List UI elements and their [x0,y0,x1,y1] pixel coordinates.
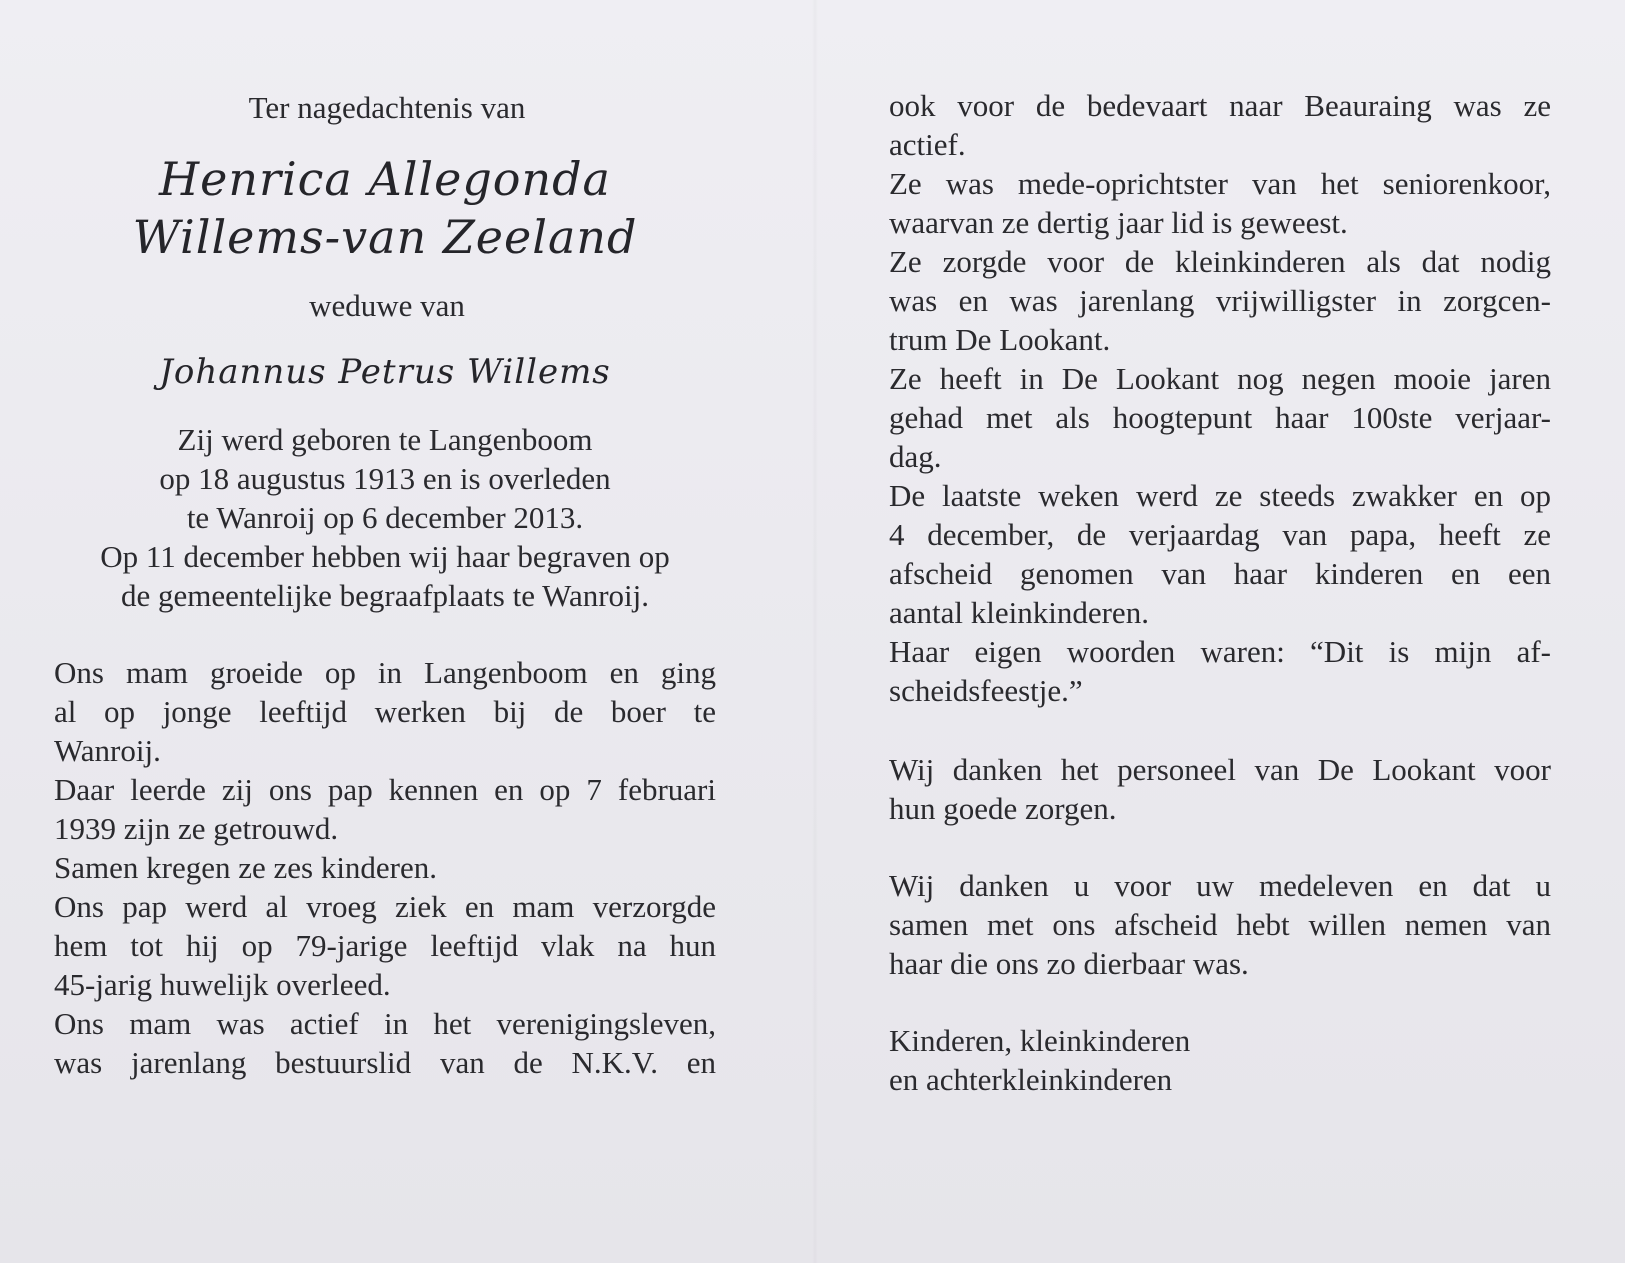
text-line: hem tot hij op 79-jarige leeftijd vlak na hun [54,928,716,963]
text-line: De laatste weken werd ze steeds zwakker en op [889,478,1551,513]
text-line: aantal kleinkinderen. [889,595,1149,630]
text-line: Haar eigen woorden waren: “Dit is mijn af- [889,634,1551,669]
text-line: Ze zorgde voor de kleinkinderen als dat nodig [889,244,1551,279]
signature-line: Kinderen, kleinkinderen [889,1023,1191,1058]
text-line: was en was jarenlang vrijwilligster in zorgcen- [889,283,1551,318]
intro-label: Ter nagedachtenis van [248,90,526,125]
text-line: dag. [889,439,942,474]
birth-death-line: Zij werd geboren te Langenboom [177,422,593,457]
text-line: Ons mam was actief in het verenigingsleven, [54,1006,716,1041]
text-line: Daar leerde zij ons pap kennen en op 7 februari [54,772,716,807]
right-panel [889,88,1551,1099]
text-line: scheidsfeestje.” [889,673,1083,708]
widow-label: weduwe van [309,288,465,323]
text-line: Ze was mede-oprichtster van het seniorenkoor, [889,166,1551,201]
deceased-name-line1: Henrica Allegonda [159,152,611,206]
text-line: was jarenlang bestuurslid van de N.K.V. en [54,1045,716,1080]
text-line: samen met ons afscheid hebt willen nemen van [889,907,1551,942]
text-line: al op jonge leeftijd werken bij de boer te [54,694,716,729]
thanks-sympathy-paragraph [889,866,1551,983]
text-line: gehad met als hoogtepunt haar 100ste verjaar- [889,400,1551,435]
text-line: trum De Lookant. [889,322,1111,357]
card-fold [812,0,818,1263]
text-line: Ons mam groeide op in Langenboom en ging [54,655,716,690]
text-line: Wij danken u voor uw medeleven en dat u [889,868,1551,903]
birth-death-paragraph [54,420,716,615]
biography-continuation [889,86,1551,710]
text-line: Wanroij. [54,733,161,768]
deceased-name-line2: Willems-van Zeeland [132,210,638,264]
birth-death-line: te Wanroij op 6 december 2013. [186,500,584,535]
text-line: waarvan ze dertig jaar lid is geweest. [889,205,1348,240]
text-line: Wij danken het personeel van De Lookant voor [889,752,1551,787]
thanks-staff-paragraph [889,750,1551,828]
text-line: Ons pap werd al vroeg ziek en mam verzorgde [54,889,716,924]
spouse-name: Johannus Petrus Willems [159,352,611,392]
text-line: actief. [889,127,966,162]
text-line: 4 december, de verjaardag van papa, heeft ze [889,517,1551,552]
signature [889,1021,1551,1099]
text-line: 45-jarig huwelijk overleed. [54,967,391,1002]
birth-death-line: op 18 augustus 1913 en is overleden [159,461,611,496]
text-line: ook voor de bedevaart naar Beauraing was ze [889,88,1551,123]
burial-line: Op 11 december hebben wij haar begraven op [100,539,670,574]
biography-paragraph [54,653,716,1082]
text-line: Samen kregen ze zes kinderen. [54,850,438,885]
text-line: afscheid genomen van haar kinderen en een [889,556,1551,591]
text-line: Ze heeft in De Lookant nog negen mooie jaren [889,361,1551,396]
left-panel [54,88,716,1082]
deceased-name [54,150,716,266]
signature-line: en achterkleinkinderen [889,1062,1173,1097]
burial-line: de gemeentelijke begraafplaats te Wanroij. [121,578,649,613]
text-line: hun goede zorgen. [889,791,1117,826]
text-line: haar die ons zo dierbaar was. [889,946,1249,981]
text-line: 1939 zijn ze getrouwd. [54,811,339,846]
